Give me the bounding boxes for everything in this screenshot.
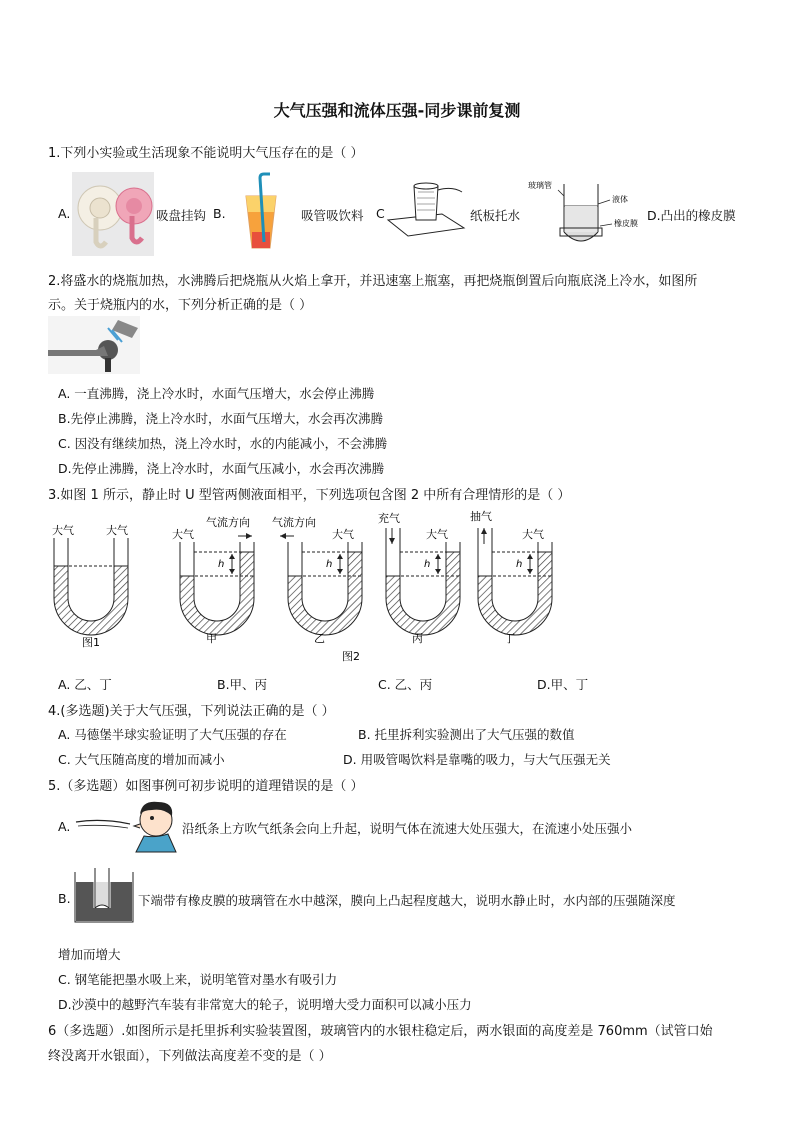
flask-cold-water-image bbox=[48, 316, 140, 374]
ding-caption: 丁 bbox=[504, 632, 515, 645]
fig2-caption: 图2 bbox=[342, 650, 360, 663]
fig1-caption: 图1 bbox=[82, 636, 100, 649]
yi-caption: 乙 bbox=[314, 632, 325, 645]
bing-caption: 丙 bbox=[412, 632, 423, 645]
q5-option-b-text: 下端带有橡皮膜的玻璃管在水中越深，膜向上凸起程度越大，说明水静止时，水内部的压强随深度 bbox=[138, 893, 676, 908]
ding-pump: 抽气 bbox=[470, 510, 492, 523]
ding-h: h bbox=[516, 559, 523, 570]
q3-option-c: C. 乙、丙 bbox=[378, 677, 433, 692]
q1-option-a-text: 吸盘挂钩 bbox=[156, 208, 207, 223]
question-4-stem: 4.(多选题)关于大气压强，下列说法正确的是（ ） bbox=[48, 704, 335, 719]
question-5-stem: 5.（多选题）如图事例可初步说明的道理错误的是（ ） bbox=[48, 779, 364, 794]
paper-card-water-image bbox=[386, 178, 466, 238]
q4-option-a: A. 马德堡半球实验证明了大气压强的存在 bbox=[58, 727, 287, 742]
q5-option-b-label: B. bbox=[58, 891, 71, 906]
q1-option-a-label: A. bbox=[58, 206, 71, 221]
bing-h: h bbox=[424, 559, 431, 570]
page-title: 大气压强和流体压强-同步课前复测 bbox=[273, 101, 521, 120]
jia-h: h bbox=[218, 559, 225, 570]
yi-flow: 气流方向 bbox=[272, 516, 316, 529]
yi-h: h bbox=[326, 559, 333, 570]
q2-option-d: D.先停止沸腾，浇上冷水时，水面气压减小，水会再次沸腾 bbox=[58, 461, 385, 476]
u-tube-figure bbox=[40, 506, 560, 664]
q5-option-c: C. 钢笔能把墨水吸上来，说明笔管对墨水有吸引力 bbox=[58, 972, 338, 987]
question-2-stem-line1: 2.将盛水的烧瓶加热，水沸腾后把烧瓶从火焰上拿开，并迅速塞上瓶塞，再把烧瓶倒置后向瓶底浇上冷水，如图所 bbox=[48, 274, 698, 289]
q4-option-c: C. 大气压随高度的增加而减小 bbox=[58, 752, 225, 767]
yi-air: 大气 bbox=[332, 528, 354, 541]
u-tube-fig1 bbox=[52, 523, 128, 649]
question-2-stem-line2: 示。关于烧瓶内的水，下列分析正确的是（ ） bbox=[48, 298, 313, 313]
u-tube-ding bbox=[470, 509, 552, 645]
q3-option-a: A. 乙、丁 bbox=[58, 677, 112, 692]
q5-option-b-text-cont: 增加而增大 bbox=[58, 947, 121, 962]
q1-option-b-text: 吸管吸饮料 bbox=[301, 208, 364, 223]
q4-option-d: D. 用吸管喝饮料是靠嘴的吸力，与大气压强无关 bbox=[343, 752, 611, 767]
straw-drink-image bbox=[238, 172, 284, 252]
q4-option-b: B. 托里拆利实验测出了大气压强的数值 bbox=[358, 727, 575, 742]
suction-hook-image bbox=[72, 172, 154, 256]
q1-option-c-label: C bbox=[376, 206, 385, 221]
bing-inflate: 充气 bbox=[378, 512, 400, 525]
q5-option-a-label: A. bbox=[58, 819, 71, 834]
question-6-stem-line2: 终没离开水银面），下列做法高度差不变的是（ ） bbox=[48, 1049, 332, 1064]
fig1-air-left: 大气 bbox=[52, 524, 74, 537]
jia-flow: 气流方向 bbox=[206, 516, 250, 529]
question-6-stem-line1: 6（多选题）.如图所示是托里拆利实验装置图，玻璃管内的水银柱稳定后，两水银面的高度差是 760mm（试管口始 bbox=[48, 1024, 713, 1039]
q1-option-d-text: D.凸出的橡皮膜 bbox=[647, 208, 736, 223]
fig1-air-right: 大气 bbox=[106, 524, 128, 537]
u-tube-yi bbox=[272, 515, 362, 645]
fig-label-liquid: 液体 bbox=[612, 195, 628, 204]
jia-caption: 甲 bbox=[206, 632, 217, 645]
membrane-tube-water-image bbox=[73, 866, 135, 924]
blowing-paper-image bbox=[72, 798, 182, 854]
q1-option-b-label: B. bbox=[213, 206, 226, 221]
q2-option-a: A. 一直沸腾，浇上冷水时，水面气压增大，水会停止沸腾 bbox=[58, 386, 375, 401]
u-tube-bing bbox=[378, 511, 460, 645]
fig-label-membrane: 橡皮膜 bbox=[614, 219, 638, 228]
q2-option-b: B.先停止沸腾，浇上冷水时，水面气压增大，水会再次沸腾 bbox=[58, 411, 384, 426]
ding-air: 大气 bbox=[522, 528, 544, 541]
question-1-stem: 1.下列小实验或生活现象不能说明大气压存在的是（ ） bbox=[48, 146, 364, 161]
q1-option-c-text: 纸板托水 bbox=[470, 208, 521, 223]
q3-option-d: D.甲、丁 bbox=[537, 677, 589, 692]
q5-option-a-text: 沿纸条上方吹气纸条会向上升起，说明气体在流速大处压强大，在流速小处压强小 bbox=[182, 821, 633, 836]
bing-air: 大气 bbox=[426, 528, 448, 541]
fig-label-glass-tube: 玻璃管 bbox=[528, 181, 552, 190]
u-tube-jia bbox=[172, 515, 254, 645]
rubber-membrane-image bbox=[526, 176, 646, 250]
jia-air: 大气 bbox=[172, 528, 194, 541]
question-3-stem: 3.如图 1 所示，静止时 U 型管两侧液面相平，下列选项包含图 2 中所有合理情形的是（ ） bbox=[48, 488, 571, 503]
q5-option-d: D.沙漠中的越野汽车装有非常宽大的轮子，说明增大受力面积可以减小压力 bbox=[58, 997, 472, 1012]
q2-option-c: C. 因没有继续加热，浇上冷水时，水的内能减小，不会沸腾 bbox=[58, 436, 388, 451]
q3-option-b: B.甲、丙 bbox=[217, 677, 268, 692]
